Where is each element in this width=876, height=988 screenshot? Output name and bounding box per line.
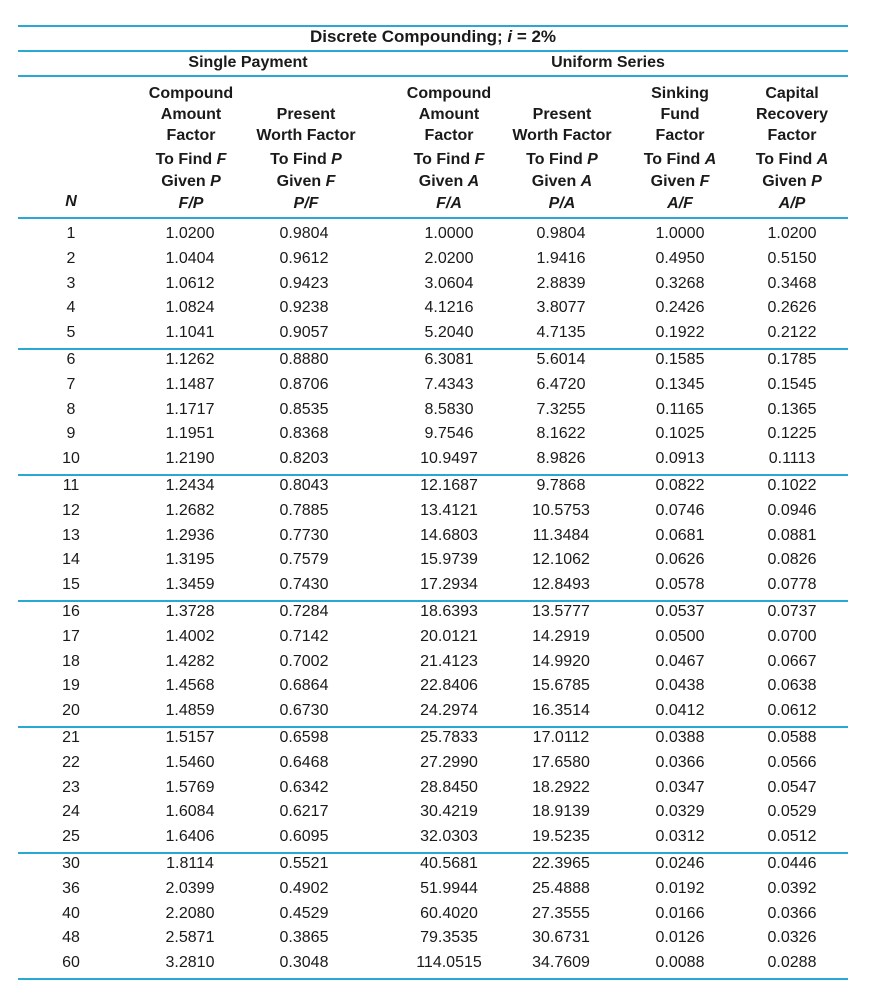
- row-value: 1.0200: [767, 225, 817, 242]
- row-n: 36: [62, 879, 80, 897]
- column-title: [736, 80, 848, 146]
- row-n: 10: [62, 450, 80, 468]
- row-value: 0.9804: [279, 225, 329, 242]
- row-value: 1.6406: [165, 828, 215, 846]
- row-value: 0.4902: [279, 879, 329, 897]
- row-value: 0.0366: [655, 753, 705, 771]
- table-row: [18, 422, 848, 447]
- table-row: [18, 852, 848, 877]
- row-value: 11.3484: [532, 526, 590, 544]
- row-value: 0.6468: [279, 753, 329, 771]
- table-row: [18, 951, 848, 976]
- row-n: 3: [66, 274, 76, 292]
- row-value: 0.0547: [767, 778, 817, 796]
- row-value: 0.1345: [655, 375, 705, 393]
- row-value: 0.0537: [655, 603, 705, 620]
- row-value: 1.5769: [165, 778, 215, 796]
- row-value: 0.0392: [767, 879, 817, 897]
- table-row: [18, 877, 848, 902]
- row-value: 0.2426: [655, 299, 705, 317]
- column-formula: [736, 149, 848, 215]
- column-title: [246, 80, 366, 146]
- row-value: 0.8880: [279, 351, 329, 368]
- row-value: 0.1113: [768, 450, 816, 468]
- row-value: 1.0200: [165, 225, 215, 242]
- row-value: 1.0824: [165, 299, 215, 317]
- row-value: 0.0746: [655, 501, 705, 519]
- row-value: 32.0303: [420, 828, 478, 846]
- table-row: [18, 373, 848, 398]
- row-value: 27.2990: [420, 753, 478, 771]
- column-title-line: Present: [532, 106, 592, 123]
- row-n: 5: [66, 324, 76, 342]
- row-value: 0.8706: [279, 375, 329, 393]
- row-n: 2: [66, 249, 76, 267]
- row-value: 1.0000: [655, 225, 705, 242]
- row-n: 60: [62, 954, 80, 972]
- group-single-payment: Single Payment: [188, 54, 308, 71]
- row-value: 0.0347: [655, 778, 705, 796]
- column-find: To Find P: [270, 151, 342, 168]
- table-row: [18, 902, 848, 927]
- row-value: 2.0399: [165, 879, 215, 897]
- row-value: 0.8368: [279, 425, 329, 443]
- row-value: 12.1687: [420, 477, 478, 494]
- row-value: 0.1545: [767, 375, 817, 393]
- table-row: [18, 674, 848, 699]
- n-column-label: N: [65, 193, 77, 210]
- row-n: 11: [62, 477, 80, 494]
- row-value: 0.0826: [767, 551, 817, 569]
- row-value: 0.0578: [655, 576, 705, 594]
- row-value: 114.0515: [416, 954, 482, 972]
- row-n: 14: [62, 551, 80, 569]
- row-value: 1.0000: [424, 225, 474, 242]
- row-value: 0.7142: [279, 627, 329, 645]
- row-value: 0.1785: [767, 351, 817, 368]
- row-value: 27.3555: [532, 904, 590, 922]
- column-title-line: Factor: [424, 127, 474, 144]
- column-title: [502, 80, 622, 146]
- row-value: 1.0404: [165, 249, 215, 267]
- table-row: [18, 474, 848, 499]
- column-title: [390, 80, 508, 146]
- table-row: [18, 625, 848, 650]
- row-value: 1.4859: [165, 702, 215, 720]
- row-value: 3.8077: [536, 299, 586, 317]
- row-value: 0.0778: [767, 576, 817, 594]
- row-value: 8.1622: [536, 425, 586, 443]
- group-divider: [18, 978, 848, 980]
- row-n: 23: [62, 778, 80, 796]
- column-notation: F/P: [178, 195, 204, 212]
- row-value: 0.0438: [655, 677, 705, 695]
- column-title-line: Present: [276, 106, 336, 123]
- table-row: [18, 447, 848, 472]
- table-row: [18, 650, 848, 675]
- row-value: 0.8535: [279, 400, 329, 418]
- row-value: 0.1022: [767, 477, 817, 494]
- column-title-line: Amount: [160, 106, 222, 123]
- column-formula: [136, 149, 246, 215]
- row-n: 17: [62, 627, 80, 645]
- column-title-line: Capital: [765, 85, 819, 102]
- row-value: 6.3081: [424, 351, 474, 368]
- row-value: 0.0512: [767, 828, 817, 846]
- row-n: 9: [66, 425, 76, 443]
- column-given: Given P: [161, 173, 221, 190]
- row-value: 0.0638: [767, 677, 817, 695]
- row-value: 0.0166: [655, 904, 705, 922]
- row-value: 0.9612: [279, 249, 329, 267]
- row-n: 24: [62, 803, 80, 821]
- row-value: 28.8450: [420, 778, 478, 796]
- column-formula: [246, 149, 366, 215]
- row-value: 0.0388: [655, 729, 705, 746]
- row-value: 0.0566: [767, 753, 817, 771]
- row-value: 4.1216: [424, 299, 474, 317]
- column-formula: [390, 149, 508, 215]
- column-find: To Find P: [526, 151, 598, 168]
- row-value: 0.4529: [279, 904, 329, 922]
- row-value: 19.5235: [532, 828, 590, 846]
- row-value: 2.2080: [165, 904, 215, 922]
- rule-header: [18, 217, 848, 219]
- row-value: 1.4002: [165, 627, 215, 645]
- row-value: 18.9139: [532, 803, 590, 821]
- row-value: 60.4020: [420, 904, 478, 922]
- row-value: 17.6580: [532, 753, 590, 771]
- row-value: 0.9423: [279, 274, 329, 292]
- row-value: 0.0946: [767, 501, 817, 519]
- row-value: 1.3459: [165, 576, 215, 594]
- row-value: 0.8203: [279, 450, 329, 468]
- row-value: 0.0467: [655, 652, 705, 670]
- table-row: [18, 348, 848, 373]
- row-value: 14.2919: [532, 627, 590, 645]
- row-value: 24.2974: [420, 702, 478, 720]
- column-notation: P/A: [548, 195, 576, 212]
- row-n: 19: [62, 677, 80, 695]
- row-value: 0.0626: [655, 551, 705, 569]
- row-value: 1.5460: [165, 753, 215, 771]
- row-value: 0.9238: [279, 299, 329, 317]
- column-find: To Find F: [155, 151, 227, 168]
- row-value: 14.6803: [420, 526, 478, 544]
- row-value: 0.0881: [767, 526, 817, 544]
- table-row: [18, 699, 848, 724]
- column-given: Given A: [418, 173, 480, 190]
- row-value: 10.9497: [420, 450, 478, 468]
- row-value: 1.4282: [165, 652, 215, 670]
- column-title: [624, 80, 736, 146]
- row-n: 30: [62, 855, 80, 872]
- row-value: 0.0588: [767, 729, 817, 746]
- row-value: 0.4950: [655, 249, 705, 267]
- row-value: 0.6342: [279, 778, 329, 796]
- row-value: 0.0288: [767, 954, 817, 972]
- row-value: 0.3468: [767, 274, 817, 292]
- row-value: 1.2936: [165, 526, 215, 544]
- row-value: 0.6864: [279, 677, 329, 695]
- column-formula: [502, 149, 622, 215]
- row-n: 4: [66, 299, 76, 317]
- table-row: [18, 272, 848, 297]
- row-value: 0.3048: [279, 954, 329, 972]
- row-value: 0.0088: [655, 954, 705, 972]
- caption-var: i: [507, 27, 513, 46]
- row-value: 0.0529: [767, 803, 817, 821]
- row-n: 16: [62, 603, 80, 620]
- table-row: [18, 800, 848, 825]
- row-n: 15: [62, 576, 80, 594]
- row-n: 18: [62, 652, 80, 670]
- row-value: 17.2934: [420, 576, 478, 594]
- row-value: 1.0612: [165, 274, 215, 292]
- table-row: [18, 398, 848, 423]
- caption-suffix: = 2%: [512, 27, 557, 46]
- table-row: [18, 548, 848, 573]
- table-row: [18, 573, 848, 598]
- row-value: 30.6731: [532, 929, 590, 947]
- row-n: 13: [62, 526, 80, 544]
- row-value: 7.3255: [536, 400, 586, 418]
- row-value: 0.7430: [279, 576, 329, 594]
- column-find: To Find F: [413, 151, 485, 168]
- row-value: 12.1062: [532, 551, 590, 569]
- row-value: 2.8839: [536, 274, 586, 292]
- table-row: [18, 296, 848, 321]
- row-value: 0.2122: [767, 324, 817, 342]
- row-n: 6: [66, 351, 76, 368]
- row-value: 0.1922: [655, 324, 705, 342]
- table-row: [18, 751, 848, 776]
- row-value: 0.3865: [279, 929, 329, 947]
- column-title-line: Worth Factor: [256, 127, 356, 144]
- row-value: 0.0681: [655, 526, 705, 544]
- column-title: [136, 80, 246, 146]
- row-value: 0.1365: [767, 400, 817, 418]
- column-given: Given F: [276, 173, 336, 190]
- row-value: 0.0446: [767, 855, 817, 872]
- table-row: [18, 726, 848, 751]
- row-n: 1: [66, 225, 76, 242]
- row-value: 51.9944: [420, 879, 478, 897]
- row-value: 18.6393: [420, 603, 478, 620]
- row-value: 0.0667: [767, 652, 817, 670]
- row-value: 14.9920: [532, 652, 590, 670]
- group-uniform-series: Uniform Series: [551, 54, 665, 71]
- row-value: 0.0913: [655, 450, 705, 468]
- row-value: 0.6598: [279, 729, 329, 746]
- column-notation: A/F: [667, 195, 693, 212]
- table-row: [18, 776, 848, 801]
- row-value: 1.3728: [165, 603, 215, 620]
- table-row: [18, 222, 848, 247]
- table-caption: [18, 27, 848, 47]
- row-value: 79.3535: [420, 929, 478, 947]
- row-value: 40.5681: [420, 855, 478, 872]
- column-title-line: Factor: [655, 127, 705, 144]
- row-value: 1.3195: [165, 551, 215, 569]
- row-value: 1.8114: [166, 855, 214, 872]
- table-row: [18, 600, 848, 625]
- row-value: 0.0500: [655, 627, 705, 645]
- row-value: 9.7546: [424, 425, 474, 443]
- column-find: To Find A: [755, 151, 829, 168]
- row-value: 3.2810: [165, 954, 215, 972]
- row-value: 0.6730: [279, 702, 329, 720]
- column-title-line: Amount: [418, 106, 480, 123]
- column-formula: [624, 149, 736, 215]
- row-value: 30.4219: [420, 803, 478, 821]
- column-notation: A/P: [778, 195, 806, 212]
- row-value: 13.5777: [532, 603, 590, 620]
- row-value: 0.0126: [655, 929, 705, 947]
- row-value: 2.5871: [165, 929, 215, 947]
- row-n: 22: [62, 753, 80, 771]
- column-title-line: Fund: [660, 106, 700, 123]
- column-given: Given F: [650, 173, 710, 190]
- row-value: 0.7579: [279, 551, 329, 569]
- row-value: 0.3268: [655, 274, 705, 292]
- row-n: 8: [66, 400, 76, 418]
- row-value: 0.7730: [279, 526, 329, 544]
- rule-caption: [18, 50, 848, 52]
- row-value: 18.2922: [532, 778, 590, 796]
- row-value: 0.0246: [655, 855, 705, 872]
- row-value: 15.6785: [532, 677, 590, 695]
- row-value: 0.0412: [655, 702, 705, 720]
- row-value: 12.8493: [532, 576, 590, 594]
- row-value: 21.4123: [420, 652, 478, 670]
- row-value: 0.7885: [279, 501, 329, 519]
- row-n: 25: [62, 828, 80, 846]
- caption-prefix: Discrete Compounding;: [309, 27, 508, 46]
- table-row: [18, 499, 848, 524]
- row-value: 1.4568: [165, 677, 215, 695]
- column-title-line: Sinking: [651, 85, 709, 102]
- row-value: 7.4343: [424, 375, 474, 393]
- row-value: 1.6084: [165, 803, 215, 821]
- row-value: 2.0200: [424, 249, 474, 267]
- row-value: 0.6217: [279, 803, 329, 821]
- row-value: 8.9826: [536, 450, 586, 468]
- row-value: 8.5830: [424, 400, 474, 418]
- row-value: 10.5753: [532, 501, 590, 519]
- row-value: 0.2626: [767, 299, 817, 317]
- row-value: 0.8043: [279, 477, 329, 494]
- row-value: 4.7135: [536, 324, 586, 342]
- row-value: 0.0822: [655, 477, 705, 494]
- row-value: 0.5150: [767, 249, 817, 267]
- row-value: 0.5521: [279, 855, 329, 872]
- column-given: Given A: [531, 173, 593, 190]
- row-n: 40: [62, 904, 80, 922]
- row-value: 1.2434: [165, 477, 215, 494]
- row-value: 0.6095: [279, 828, 329, 846]
- row-value: 25.7833: [420, 729, 478, 746]
- row-value: 3.0604: [424, 274, 474, 292]
- row-value: 1.2682: [165, 501, 215, 519]
- row-n: 21: [62, 729, 80, 746]
- row-n: 48: [62, 929, 80, 947]
- row-value: 34.7609: [532, 954, 590, 972]
- table-row: [18, 926, 848, 951]
- row-n: 12: [62, 501, 80, 519]
- row-value: 0.0700: [767, 627, 817, 645]
- row-value: 0.9804: [536, 225, 586, 242]
- row-value: 0.9057: [279, 324, 329, 342]
- row-value: 0.7284: [279, 603, 329, 620]
- row-value: 1.5157: [165, 729, 215, 746]
- row-value: 16.3514: [532, 702, 590, 720]
- row-value: 15.9739: [420, 551, 478, 569]
- row-value: 0.1025: [655, 425, 705, 443]
- column-title-line: Factor: [166, 127, 216, 144]
- row-n: 20: [62, 702, 80, 720]
- row-value: 6.4720: [536, 375, 586, 393]
- column-find: To Find A: [643, 151, 717, 168]
- column-title-line: Compound: [406, 85, 492, 102]
- row-value: 9.7868: [536, 477, 586, 494]
- row-value: 1.2190: [165, 450, 215, 468]
- row-value: 0.0612: [767, 702, 817, 720]
- row-value: 5.6014: [536, 351, 586, 368]
- column-title-line: Factor: [767, 127, 817, 144]
- row-value: 17.0112: [532, 729, 590, 746]
- row-value: 0.0366: [767, 904, 817, 922]
- row-value: 1.1487: [165, 375, 215, 393]
- row-value: 1.1717: [165, 400, 215, 418]
- row-value: 5.2040: [424, 324, 474, 342]
- row-value: 1.1951: [165, 425, 215, 443]
- row-value: 0.1225: [767, 425, 817, 443]
- row-value: 0.7002: [279, 652, 329, 670]
- row-n: 7: [66, 375, 76, 393]
- column-notation: P/F: [293, 195, 319, 212]
- row-value: 1.1041: [165, 324, 215, 342]
- row-value: 0.1165: [656, 400, 704, 418]
- row-value: 13.4121: [420, 501, 478, 519]
- row-value: 0.0329: [655, 803, 705, 821]
- row-value: 22.3965: [532, 855, 590, 872]
- table-row: [18, 524, 848, 549]
- column-notation: F/A: [436, 195, 462, 212]
- row-value: 1.1262: [165, 351, 215, 368]
- row-value: 22.8406: [420, 677, 478, 695]
- row-value: 0.0312: [655, 828, 705, 846]
- table-row: [18, 321, 848, 346]
- row-value: 1.9416: [536, 249, 586, 267]
- rule-groups: [18, 75, 848, 77]
- table-row: [18, 825, 848, 850]
- column-title-line: Recovery: [755, 106, 829, 123]
- column-title-line: Worth Factor: [512, 127, 612, 144]
- table-row: [18, 247, 848, 272]
- column-title-line: Compound: [148, 85, 234, 102]
- row-value: 0.1585: [655, 351, 705, 368]
- row-value: 0.0326: [767, 929, 817, 947]
- column-given: Given P: [762, 173, 822, 190]
- row-value: 20.0121: [420, 627, 478, 645]
- row-value: 0.0192: [655, 879, 705, 897]
- row-value: 0.0737: [767, 603, 817, 620]
- row-value: 25.4888: [532, 879, 590, 897]
